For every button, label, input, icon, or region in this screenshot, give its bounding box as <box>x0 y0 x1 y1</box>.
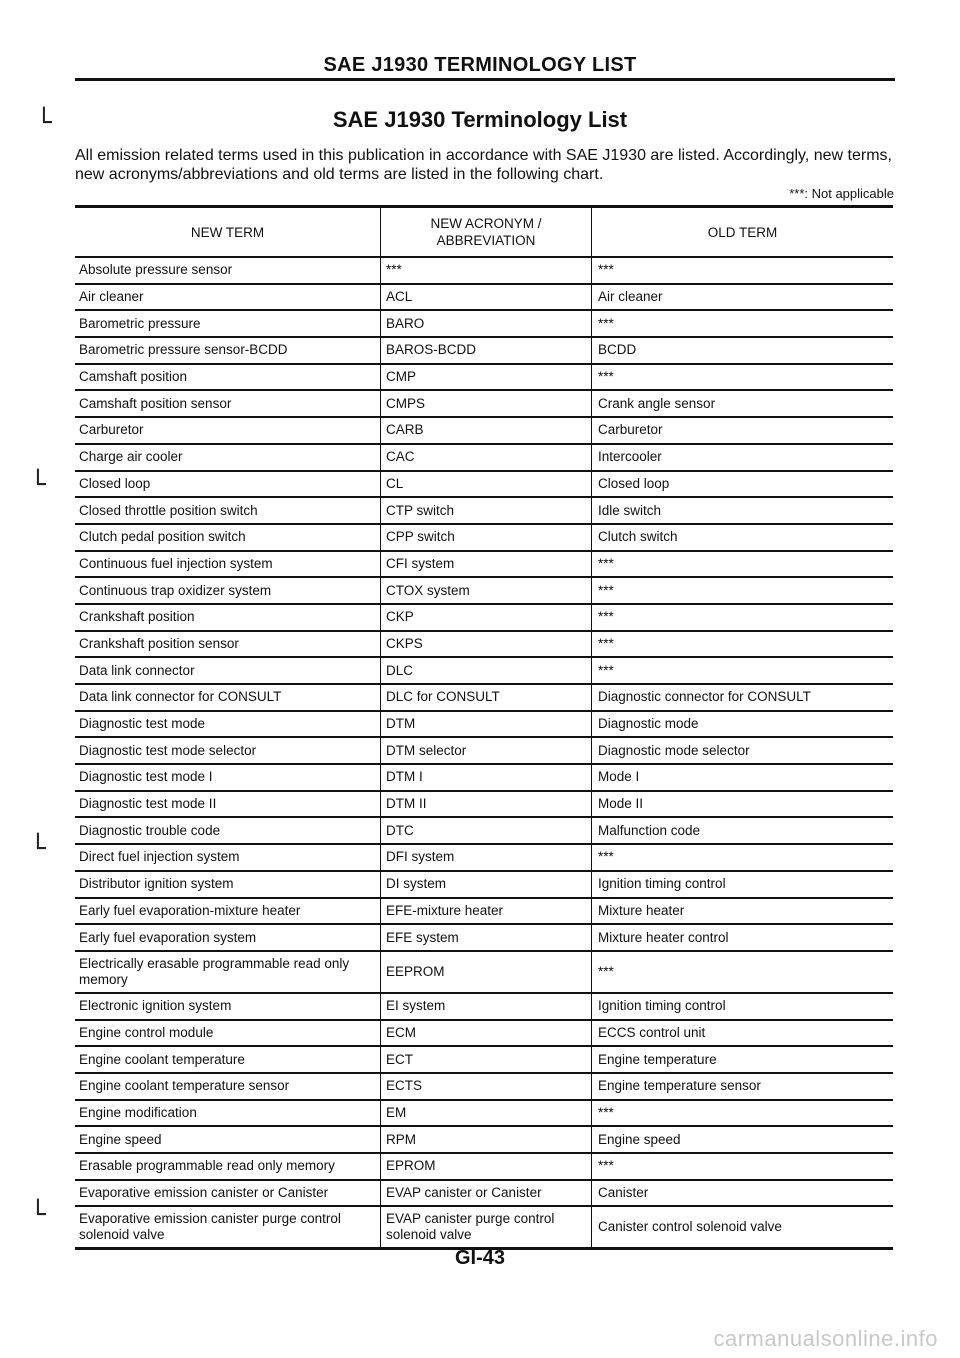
page-header: SAE J1930 TERMINOLOGY LIST <box>323 54 637 76</box>
table-row <box>75 284 893 311</box>
old-term-cell: *** <box>592 310 894 337</box>
acronym-cell: EPROM <box>381 1153 592 1180</box>
new-term-cell: Closed loop <box>75 471 381 498</box>
old-term-cell: Diagnostic connector for CONSULT <box>592 684 894 711</box>
bracket-mark-1: └ <box>30 470 46 500</box>
new-term-cell: Evaporative emission canister or Canister <box>75 1180 381 1207</box>
new-term-cell: Barometric pressure <box>75 310 381 337</box>
new-term-cell: Direct fuel injection system <box>75 844 381 871</box>
table-row <box>75 657 893 684</box>
new-term-cell: Camshaft position <box>75 364 381 391</box>
old-term-cell: Clutch switch <box>592 524 894 551</box>
acronym-cell: *** <box>381 257 592 284</box>
old-term-cell: *** <box>592 951 894 993</box>
old-term-cell: Ignition timing control <box>592 993 894 1020</box>
new-term-cell: Erasable programmable read only memory <box>75 1153 381 1180</box>
table-row <box>75 817 893 844</box>
old-term-cell: Closed loop <box>592 471 894 498</box>
old-term-cell: *** <box>592 844 894 871</box>
table-row <box>75 497 893 524</box>
old-term-cell: Engine temperature <box>592 1046 894 1073</box>
intro-paragraph: All emission related terms used in this publication in accordance with SAE J1930 are listed. Accordingly, new terms, new acronyms/abbreviations and old terms are listed in the following chart. <box>75 147 892 183</box>
not-applicable-note: ***: Not applicable <box>789 186 894 201</box>
acronym-cell: DLC <box>381 657 592 684</box>
acronym-cell: DTM selector <box>381 737 592 764</box>
table-row <box>75 1180 893 1207</box>
acronym-cell: CAC <box>381 444 592 471</box>
new-term-cell: Electrically erasable programmable read only memory <box>75 951 381 993</box>
table-row <box>75 390 893 417</box>
old-term-cell: Diagnostic mode selector <box>592 737 894 764</box>
acronym-cell: DLC for CONSULT <box>381 684 592 711</box>
new-term-cell: Closed throttle position switch <box>75 497 381 524</box>
new-term-cell: Diagnostic trouble code <box>75 817 381 844</box>
new-term-cell: Electronic ignition system <box>75 993 381 1020</box>
table-row <box>75 1100 893 1127</box>
table-row <box>75 1046 893 1073</box>
new-term-cell: Engine modification <box>75 1100 381 1127</box>
old-term-cell: Mode I <box>592 764 894 791</box>
acronym-cell: EVAP canister purge control solenoid valve <box>381 1206 592 1249</box>
new-term-cell: Absolute pressure sensor <box>75 257 381 284</box>
bracket-mark-top: └ <box>36 108 52 138</box>
acronym-cell: CARB <box>381 417 592 444</box>
table-row <box>75 791 893 818</box>
old-term-cell: *** <box>592 257 894 284</box>
new-term-cell: Diagnostic test mode I <box>75 764 381 791</box>
old-term-cell: *** <box>592 551 894 578</box>
new-term-cell: Crankshaft position sensor <box>75 631 381 658</box>
watermark: carmanualsonline.info <box>713 1326 938 1351</box>
new-term-cell: Diagnostic test mode II <box>75 791 381 818</box>
new-term-cell: Clutch pedal position switch <box>75 524 381 551</box>
table-row <box>75 871 893 898</box>
acronym-cell: CPP switch <box>381 524 592 551</box>
table-row <box>75 898 893 925</box>
old-term-cell: Mode II <box>592 791 894 818</box>
acronym-cell: CL <box>381 471 592 498</box>
old-term-cell: Crank angle sensor <box>592 390 894 417</box>
new-term-cell: Engine speed <box>75 1126 381 1153</box>
acronym-cell: BAROS-BCDD <box>381 337 592 364</box>
old-term-cell: BCDD <box>592 337 894 364</box>
acronym-cell: BARO <box>381 310 592 337</box>
bracket-mark-3: └ <box>30 1200 46 1230</box>
table-row <box>75 257 893 284</box>
old-term-cell: *** <box>592 1153 894 1180</box>
acronym-cell: ECTS <box>381 1073 592 1100</box>
acronym-cell: CKPS <box>381 631 592 658</box>
new-term-cell: Data link connector for CONSULT <box>75 684 381 711</box>
old-term-cell: ECCS control unit <box>592 1020 894 1047</box>
new-term-cell: Continuous fuel injection system <box>75 551 381 578</box>
old-term-cell: Engine temperature sensor <box>592 1073 894 1100</box>
header-old-term: OLD TERM <box>592 207 894 258</box>
acronym-cell: DTM II <box>381 791 592 818</box>
table-row <box>75 471 893 498</box>
table-row <box>75 524 893 551</box>
old-term-cell: Carburetor <box>592 417 894 444</box>
new-term-cell: Diagnostic test mode selector <box>75 737 381 764</box>
old-term-cell: Canister control solenoid valve <box>592 1206 894 1249</box>
table-row <box>75 631 893 658</box>
table-row <box>75 337 893 364</box>
new-term-cell: Evaporative emission canister purge control solenoid valve <box>75 1206 381 1249</box>
table-row <box>75 993 893 1020</box>
acronym-cell: CMP <box>381 364 592 391</box>
old-term-cell: Canister <box>592 1180 894 1207</box>
old-term-cell: Mixture heater <box>592 898 894 925</box>
new-term-cell: Air cleaner <box>75 284 381 311</box>
acronym-cell: CKP <box>381 604 592 631</box>
old-term-cell: *** <box>592 577 894 604</box>
new-term-cell: Continuous trap oxidizer system <box>75 577 381 604</box>
old-term-cell: Idle switch <box>592 497 894 524</box>
acronym-cell: EFE system <box>381 924 592 951</box>
table-row <box>75 924 893 951</box>
old-term-cell: Ignition timing control <box>592 871 894 898</box>
acronym-cell: DI system <box>381 871 592 898</box>
acronym-cell: DTM <box>381 711 592 738</box>
table-row <box>75 417 893 444</box>
page-number: GI-43 <box>454 1247 506 1269</box>
old-term-cell: Mixture heater control <box>592 924 894 951</box>
acronym-cell: EFE-mixture heater <box>381 898 592 925</box>
new-term-cell: Engine control module <box>75 1020 381 1047</box>
new-term-cell: Engine coolant temperature <box>75 1046 381 1073</box>
acronym-cell: CTP switch <box>381 497 592 524</box>
acronym-cell: ECM <box>381 1020 592 1047</box>
new-term-cell: Engine coolant temperature sensor <box>75 1073 381 1100</box>
old-term-cell: *** <box>592 364 894 391</box>
table-row <box>75 1073 893 1100</box>
table-header-row <box>75 207 893 258</box>
table-row <box>75 444 893 471</box>
table-row <box>75 364 893 391</box>
acronym-cell: ACL <box>381 284 592 311</box>
header-rule <box>75 78 895 81</box>
section-title: SAE J1930 Terminology List <box>332 107 628 132</box>
acronym-cell: DTC <box>381 817 592 844</box>
new-term-cell: Data link connector <box>75 657 381 684</box>
new-term-cell: Crankshaft position <box>75 604 381 631</box>
header-new-term: NEW TERM <box>75 207 381 258</box>
old-term-cell: *** <box>592 657 894 684</box>
old-term-cell: Malfunction code <box>592 817 894 844</box>
table-row <box>75 310 893 337</box>
old-term-cell: Diagnostic mode <box>592 711 894 738</box>
new-term-cell: Distributor ignition system <box>75 871 381 898</box>
new-term-cell: Carburetor <box>75 417 381 444</box>
acronym-cell: RPM <box>381 1126 592 1153</box>
table-row <box>75 737 893 764</box>
table-row <box>75 1206 893 1249</box>
acronym-cell: DFI system <box>381 844 592 871</box>
acronym-cell: EVAP canister or Canister <box>381 1180 592 1207</box>
table-row <box>75 844 893 871</box>
old-term-cell: *** <box>592 604 894 631</box>
acronym-cell: CTOX system <box>381 577 592 604</box>
table-row <box>75 1020 893 1047</box>
acronym-cell: CMPS <box>381 390 592 417</box>
table-row <box>75 684 893 711</box>
bracket-mark-2: └ <box>30 834 46 864</box>
new-term-cell: Early fuel evaporation-mixture heater <box>75 898 381 925</box>
table-row <box>75 1153 893 1180</box>
acronym-cell: DTM I <box>381 764 592 791</box>
old-term-cell: *** <box>592 1100 894 1127</box>
new-term-cell: Charge air cooler <box>75 444 381 471</box>
terminology-table <box>75 205 893 1250</box>
table-row <box>75 711 893 738</box>
new-term-cell: Barometric pressure sensor-BCDD <box>75 337 381 364</box>
acronym-cell: ECT <box>381 1046 592 1073</box>
header-new-acronym <box>381 207 592 258</box>
table-row <box>75 1126 893 1153</box>
acronym-cell: EEPROM <box>381 951 592 993</box>
old-term-cell: Air cleaner <box>592 284 894 311</box>
table-row <box>75 764 893 791</box>
table-row <box>75 951 893 993</box>
acronym-cell: EI system <box>381 993 592 1020</box>
table-row <box>75 604 893 631</box>
table-row <box>75 577 893 604</box>
new-term-cell: Diagnostic test mode <box>75 711 381 738</box>
old-term-cell: Engine speed <box>592 1126 894 1153</box>
old-term-cell: *** <box>592 631 894 658</box>
acronym-cell: EM <box>381 1100 592 1127</box>
acronym-cell: CFI system <box>381 551 592 578</box>
old-term-cell: Intercooler <box>592 444 894 471</box>
new-term-cell: Early fuel evaporation system <box>75 924 381 951</box>
table-row <box>75 551 893 578</box>
new-term-cell: Camshaft position sensor <box>75 390 381 417</box>
header-new-acronym-text: NEW ACRONYM / ABBREVIATION <box>430 216 542 248</box>
